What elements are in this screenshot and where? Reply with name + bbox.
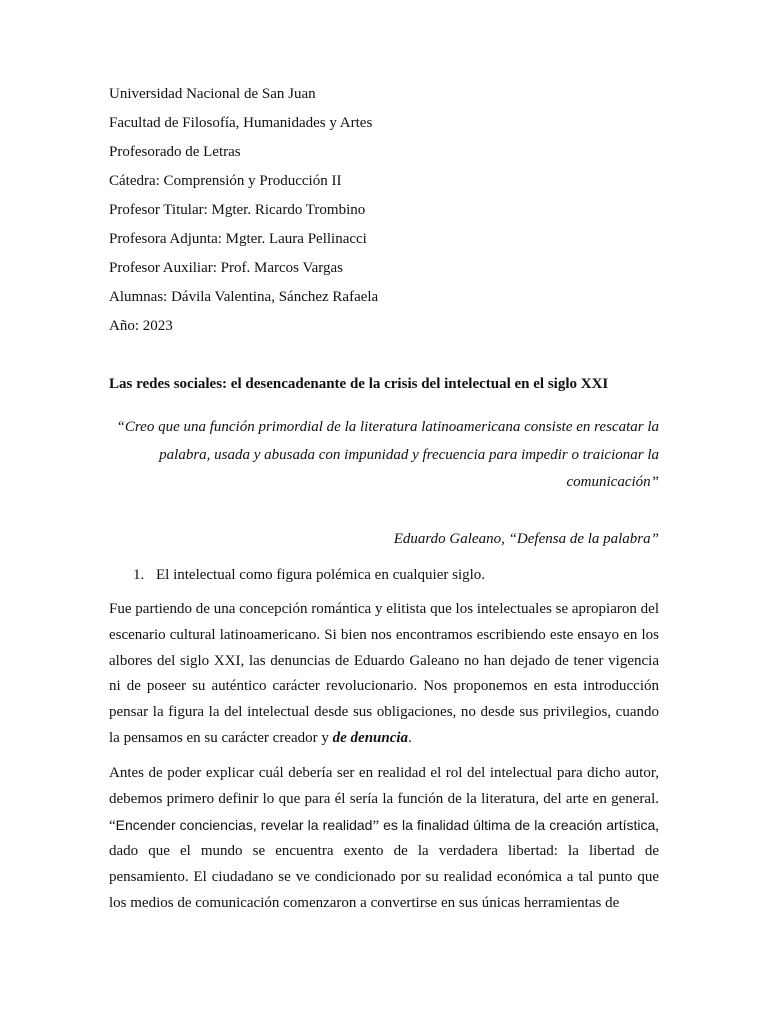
assistant-line: Profesor Auxiliar: Prof. Marcos Vargas <box>109 260 343 276</box>
epigraph-attribution: Eduardo Galeano, “Defensa de la palabra” <box>393 531 659 547</box>
paragraph-2 <box>109 761 659 917</box>
university-line: Universidad Nacional de San Juan <box>109 86 316 102</box>
emphasis-de-denuncia: de denuncia <box>332 729 409 746</box>
professor-line: Profesor Titular: Mgter. Ricardo Trombino <box>109 202 366 218</box>
paragraph-2-quote-rest: es la finalidad última de la creación artística <box>383 816 656 833</box>
program-line: Profesorado de Letras <box>109 144 241 160</box>
section-title: El intelectual como figura polémica en cualquier siglo. <box>156 567 486 583</box>
quote-close-mark: ” <box>372 817 380 834</box>
year-line: Año: 2023 <box>109 318 173 334</box>
document-header <box>109 84 378 345</box>
epigraph-quote: “Creo que una función primordial de la literatura latinoamericana consiste en rescatar la palabra, usada y abusada con impunidad y frecuencia para impedir o traicionar la comunicación” <box>116 419 659 490</box>
faculty-line: Facultad de Filosofía, Humanidades y Artes <box>109 115 373 131</box>
paragraph-1 <box>109 597 659 752</box>
section-heading <box>133 565 485 585</box>
section-number: 1. <box>133 567 145 583</box>
quote-open-mark: “ <box>109 817 116 834</box>
paragraph-2-intro: Antes de poder explicar cuál debería ser en realidad el rol del intelectual para dicho autor, debemos primero definir lo que para él sería la función de la literatura, del arte en general. <box>109 765 659 807</box>
paragraph-1-end: . <box>408 729 412 746</box>
paragraph-1-text: Fue partiendo de una concepción romántica y elitista que los intelectuales se apropiaron del escenario cultural latinoamericano. Si bien nos encontramos escribiendo este ensayo en los albores del siglo XXI, las denuncias de Eduardo Galeano no han dejado de tener vigencia ni de poseer su auténtico carácter revolucionario. Nos proponemos en esta introducción pensar la figura la del intelectual desde sus obligaciones, no desde sus privilegios, cuando la pensamos en su carácter creador y <box>109 601 659 746</box>
students-line: Alumnas: Dávila Valentina, Sánchez Rafaela <box>109 289 379 305</box>
course-line: Cátedra: Comprensión y Producción II <box>109 173 342 189</box>
paragraph-2-rest: , dado que el mundo se encuentra exento de la verdadera libertad: la libertad de pensamiento. El ciudadano se ve condicionado por su realidad económica a tal punto que los medios de comunicación comenzaron a convertirse en sus únicas herramientas de <box>109 817 660 911</box>
paragraph-2-quote: Encender conciencias, revelar la realidad <box>115 816 373 833</box>
adjunct-line: Profesora Adjunta: Mgter. Laura Pellinacci <box>109 231 367 247</box>
essay-title: Las redes sociales: el desencadenante de la crisis del intelectual en el siglo XXI <box>109 376 609 392</box>
